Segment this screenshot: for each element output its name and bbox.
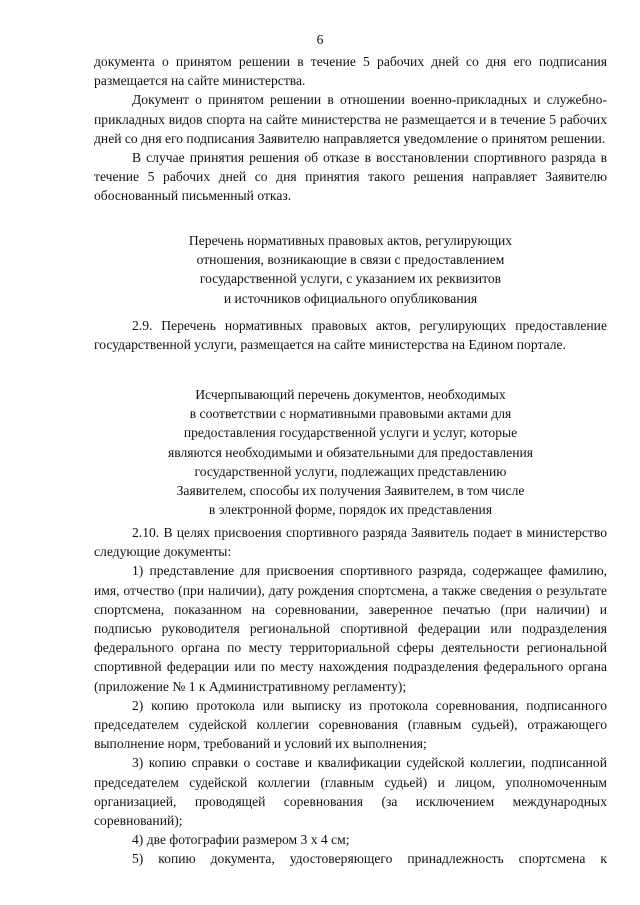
heading-line: являются необходимыми и обязательными для предоставления: [167, 444, 534, 460]
list-item: 5) копию документа, удостоверяющего принадлежность спортсмена к: [132, 851, 607, 867]
documents-list-block: [94, 523, 607, 869]
paragraph-2-9-block: [94, 316, 607, 354]
section-heading-documents: [94, 385, 607, 519]
intro-paragraph: Документ о принятом решении в отношении военно-прикладных и служебно-прикладных видов спорта на сайте министерства не размещается и в течение 5 рабочих дней со дня его подписания Заявителю направляется уведомление о принятом решении.: [94, 92, 607, 146]
intro-paragraph: документа о принятом решении в течение 5 рабочих дней со дня его подписания размещается на сайте министерства.: [94, 54, 607, 89]
paragraph-2-9: 2.9. Перечень нормативных правовых актов, регулирующих предоставление государственной услуги, размещается на сайте министерства на Едином портале.: [94, 318, 607, 353]
list-item: 1) представление для присвоения спортивного разряда, содержащее фамилию, имя, отчество (при наличии), дату рождения спортсмена, а также сведения о результате спортсмена, показанном на соревновании, заверенное печатью (при наличии) и подписью руководителя региональной спортивной федерации или подразделения федерального органа по месту территориальной сферы деятельности региональной спортивной федерации или по месту нахождения подразделения федерального органа (приложение № 1 к Административному регламенту);: [94, 563, 607, 694]
list-item: 3) копию справки о составе и квалификации судейской коллегии, подписанной председателем судейской коллегии (главным судьей) и лицом, уполномоченным организацией, проводящей соревнования (за исключением международных соревнований);: [94, 755, 607, 829]
heading-line: и источников официального опубликования: [223, 290, 478, 306]
list-item: 4) две фотографии размером 3 х 4 см;: [132, 832, 350, 848]
heading-line: Исчерпывающий перечень документов, необходимых: [195, 387, 506, 402]
list-item: 2) копию протокола или выписку из протокола соревнования, подписанного председателем судейской коллегии соревнования (главным судьей), отражающего выполнение норм, требований и условий их выполнения;: [94, 697, 607, 752]
heading-line: отношения, возникающие в связи с предоставлением: [196, 252, 505, 268]
intro-block: [94, 52, 607, 206]
section-heading-legal-acts: [94, 231, 607, 308]
page-number: 6: [316, 32, 324, 47]
heading-line: Перечень нормативных правовых актов, регулирующих: [188, 233, 513, 248]
heading-line: предоставления государственной услуги и услуг, которые: [183, 425, 518, 441]
heading-line: государственной услуги, подлежащих представлению: [194, 463, 507, 479]
paragraph-2-10: 2.10. В целях присвоения спортивного разряда Заявитель подает в министерство следующие документы:: [94, 525, 607, 560]
intro-paragraph: В случае принятия решения об отказе в восстановлении спортивного разряда в течение 5 рабочих дней со дня принятия такого решения направляет Заявителю обоснованный письменный отказ.: [94, 150, 607, 204]
heading-line: Заявителем, способы их получения Заявителем, в том числе: [176, 483, 525, 499]
heading-line: в соответствии с нормативными правовыми актами для: [189, 406, 512, 422]
heading-line: государственной услуги, с указанием их реквизитов: [199, 271, 502, 287]
heading-line: в электронной форме, порядок их представления: [208, 502, 493, 518]
